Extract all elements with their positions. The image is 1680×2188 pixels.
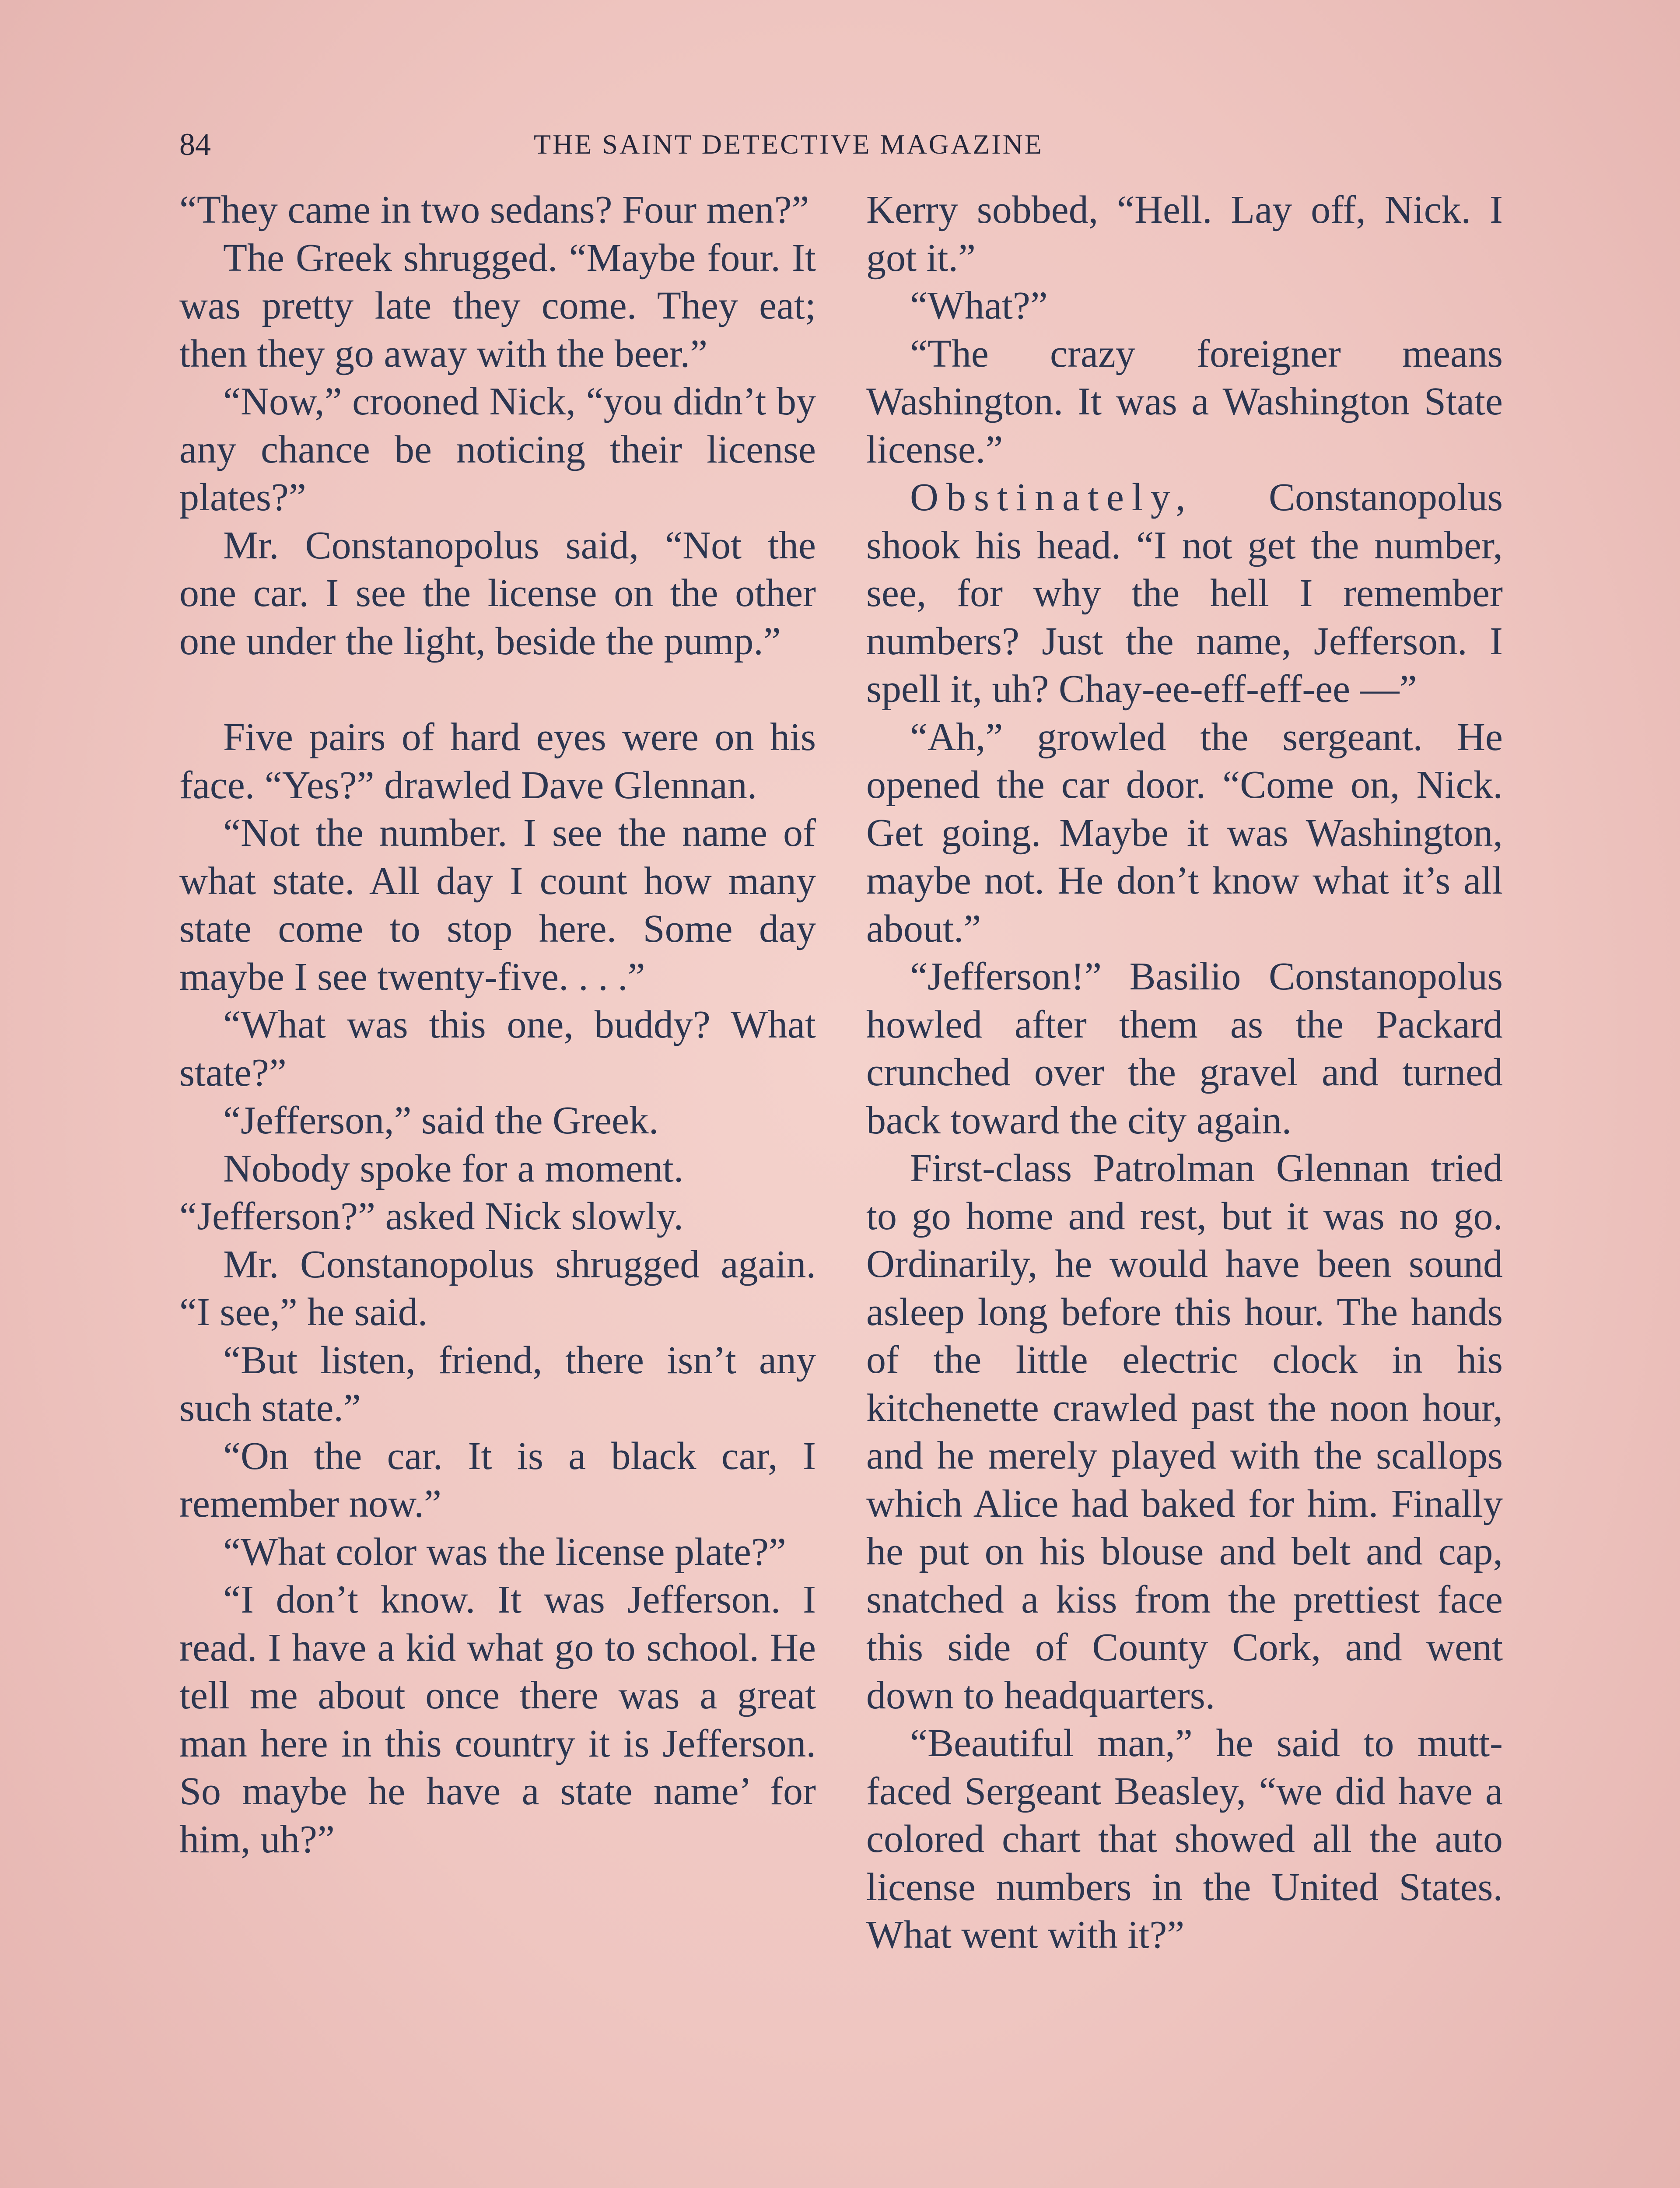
paragraph: First-class Patrolman Glennan tried to go home and rest, but it was no go. Ordinarily, he would have been sound asleep long before this hour. The hands of the little electric clock in his kitchenette crawled past the noon hour, and he merely played with the scallops which Alice had baked for him. Finally he put on his blouse and belt and cap, snatched a kiss from the prettiest face this side of County Cork, and went down to headquarters.: [866, 1147, 1503, 1717]
running-head: [179, 125, 1157, 164]
paragraph: “But listen, friend, there isn’t any such state.”: [179, 1338, 816, 1430]
spaced-word: Obstinately,: [910, 476, 1194, 519]
paragraph: “Jefferson?” asked Nick slowly.: [179, 1195, 684, 1238]
page-number: 84: [179, 127, 211, 162]
paragraph: “Ah,” growled the sergeant. He opened the car door. “Come on, Nick. Get going. Maybe it was Washington, maybe not. He don’t know what it’s all about.”: [866, 715, 1503, 950]
paragraph-continuation: Constanopolus shook his head. “I not get the number, see, for why the hell I remember numbers? Just the name, Jefferson. I spell it, uh? Chay-ee-eff-eff-ee —”: [866, 476, 1503, 711]
paragraph: “What?”: [910, 284, 1048, 327]
paragraph: “On the car. It is a black car, I remember now.”: [179, 1434, 816, 1525]
paragraph: “I don’t know. It was Jefferson. I read. I have a kid what go to school. He tell me about once there was a great man here in this country it is Jefferson. So maybe he have a state name’ for him, uh?”: [179, 1578, 816, 1861]
paragraph: Nobody spoke for a moment.: [223, 1147, 684, 1190]
paragraph: “What color was the license plate?”: [223, 1530, 786, 1574]
right-column: [866, 186, 1503, 1959]
paragraph: “They came in two sedans? Four men?”: [179, 188, 809, 231]
left-column: [179, 186, 816, 1863]
paragraph: “Jefferson!” Basilio Constanopolus howled after them as the Packard crunched over the gravel and turned back toward the city again.: [866, 955, 1503, 1142]
paragraph: Kerry sobbed, “Hell. Lay off, Nick. I got it.”: [866, 188, 1503, 280]
paragraph: “Jefferson,” said the Greek.: [223, 1099, 659, 1142]
paragraph: “Beautiful man,” he said to mutt-faced Sergeant Beasley, “we did have a colored chart that showed all the auto license numbers in the United States. What went with it?”: [866, 1722, 1503, 1957]
magazine-title: THE SAINT DETECTIVE MAGAZINE: [534, 129, 1043, 160]
paragraph: Mr. Constanopolus said, “Not the one car. I see the license on the other one under the light, beside the pump.”: [179, 523, 816, 663]
paragraph: “What was this one, buddy? What state?”: [179, 1003, 816, 1094]
paragraph: Mr. Constanopolus shrugged again. “I see,” he said.: [179, 1242, 816, 1334]
paragraph: Five pairs of hard eyes were on his face. “Yes?” drawled Dave Glennan.: [179, 715, 816, 807]
paragraph: [866, 473, 1503, 713]
paragraph: The Greek shrugged. “Maybe four. It was pretty late they come. They eat; then they go away with the beer.”: [179, 236, 816, 375]
paragraph: “The crazy foreigner means Washington. It was a Washington State license.”: [866, 332, 1503, 471]
section-break: [179, 665, 816, 713]
paragraph: “Not the number. I see the name of what state. All day I count how many state come to stop here. Some day maybe I see twenty-five. . . .”: [179, 811, 816, 999]
paragraph: “Now,” crooned Nick, “you didn’t by any chance be noticing their license plates?”: [179, 380, 816, 519]
